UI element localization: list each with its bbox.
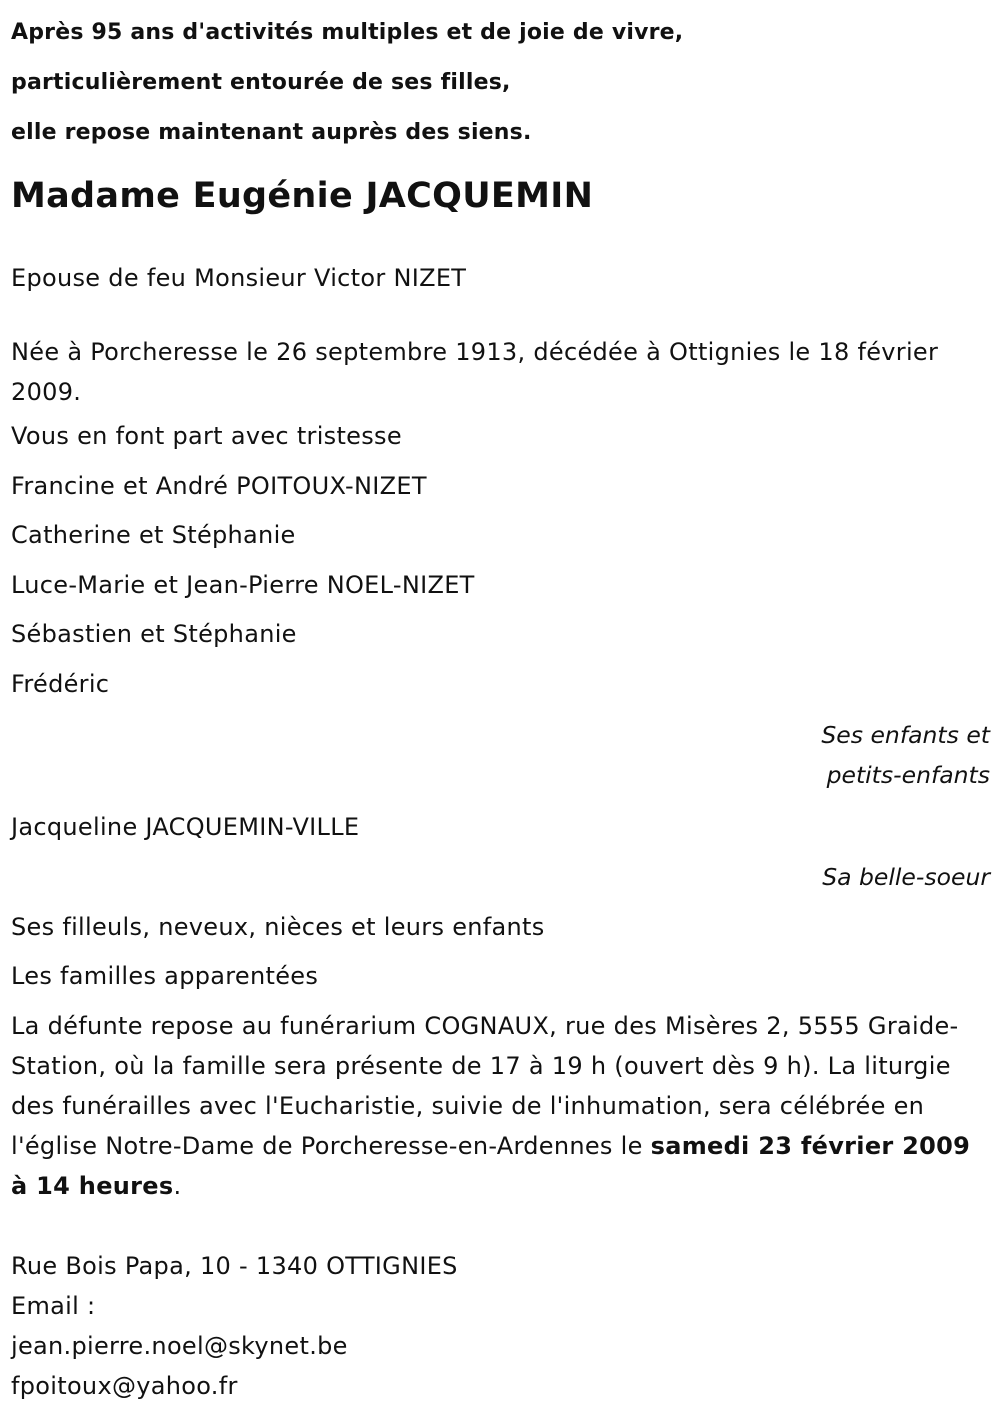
email-link[interactable]: jean.pierre.noel@skynet.be bbox=[11, 1331, 348, 1360]
birth-death-line: Née à Porcheresse le 26 septembre 1913, décédée à Ottignies le 18 février 2009. bbox=[11, 338, 939, 406]
email-link[interactable]: fpoitoux@yahoo.fr bbox=[11, 1371, 238, 1400]
funeral-text: La défunte repose au funérarium COGNAUX, rue des Misères 2, 5555 Graide-Station, où la famille sera présente de 17 à 19 h (ouvert dès 9 h). La liturgie des funérailles avec l'Eucharistie, suivie de l'inhumation, sera célébrée en l'église Notre-Dame de Porcheresse-en-Ardennes le bbox=[11, 1011, 959, 1160]
funeral-datetime: samedi 23 février 2009 à 14 heures bbox=[11, 1131, 971, 1200]
sister-in-law-label: Sa belle-soeur bbox=[822, 862, 990, 891]
list-item: Frédéric bbox=[11, 669, 110, 698]
list-item: Les familles apparentées bbox=[11, 962, 319, 990]
children-label bbox=[11, 715, 990, 795]
spouse-line: Epouse de feu Monsieur Victor NIZET bbox=[11, 264, 467, 292]
announcement-line: Vous en font part avec tristesse bbox=[11, 422, 402, 450]
relation-label: petits-enfants bbox=[826, 761, 990, 789]
funeral-paragraph bbox=[11, 1006, 990, 1206]
deceased-name: Madame Eugénie JACQUEMIN bbox=[11, 176, 594, 216]
address-line: Rue Bois Papa, 10 - 1340 OTTIGNIES bbox=[11, 1251, 458, 1280]
intro-line: Après 95 ans d'activités multiples et de joie de vivre, bbox=[11, 20, 684, 45]
list-item: Luce-Marie et Jean-Pierre NOEL-NIZET bbox=[11, 570, 475, 599]
list-item: Ses filleuls, neveux, nièces et leurs enfants bbox=[11, 912, 545, 941]
email-label: Email : bbox=[11, 1291, 96, 1320]
funeral-text-end: . bbox=[173, 1171, 182, 1200]
intro-line: particulièrement entourée de ses filles, bbox=[11, 70, 511, 95]
list-item: Catherine et Stéphanie bbox=[11, 521, 296, 549]
children-list bbox=[11, 462, 990, 710]
intro-line: elle repose maintenant auprès des siens. bbox=[11, 120, 532, 145]
intro-paragraph bbox=[11, 0, 990, 158]
contact-block bbox=[11, 1246, 990, 1406]
list-item: Francine et André POITOUX-NIZET bbox=[11, 471, 427, 500]
list-item: Sébastien et Stéphanie bbox=[11, 620, 297, 648]
sister-in-law-line: Jacqueline JACQUEMIN-VILLE bbox=[11, 813, 360, 841]
relation-label: Ses enfants et bbox=[821, 721, 990, 749]
extended-family bbox=[11, 903, 990, 1002]
